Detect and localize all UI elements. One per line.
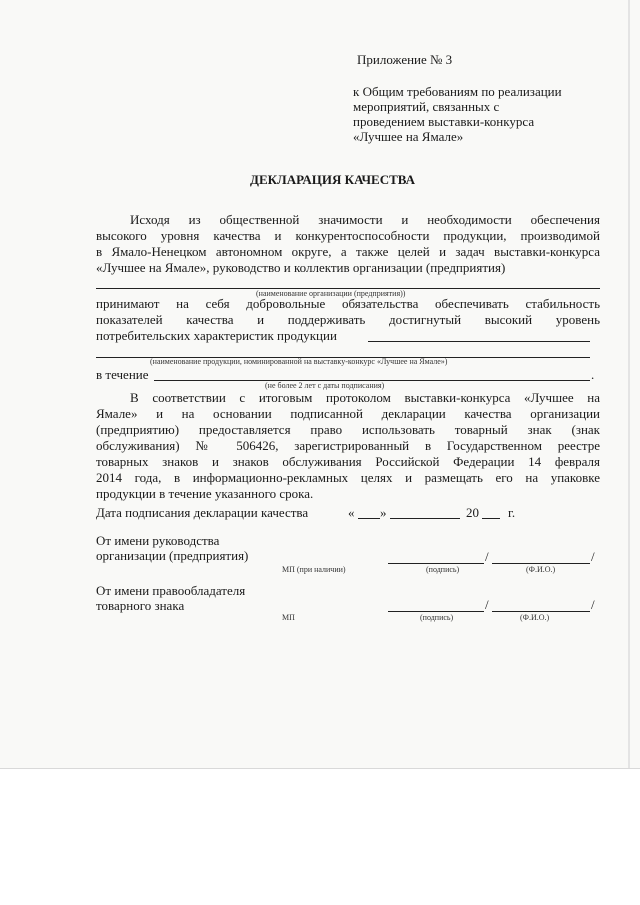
term-caption: (не более 2 лет с даты подписания) bbox=[265, 381, 385, 390]
sign2-line-2: товарного знака bbox=[96, 598, 185, 613]
para1-line-2: высокого уровня качества и конкурентоспособности продукции, производимой bbox=[96, 228, 600, 243]
term-label: в течение bbox=[96, 367, 149, 382]
date-year-suffix: г. bbox=[508, 505, 516, 520]
para3-line-2: Ямале» и на основании подписанной декларации качества организации bbox=[96, 406, 600, 421]
sign1-line-2: организации (предприятия) bbox=[96, 548, 249, 563]
para1-line-3: в Ямало-Ненецком автономном округе, а также целей и задач выставки-конкурса bbox=[96, 244, 600, 259]
para3-line-6: 2014 года, в информационно-рекламных целях и размещать его на упаковке bbox=[96, 470, 600, 485]
para3-line-5: товарных знаков и знаков обслуживания Российской Федерации 14 февраля bbox=[96, 454, 600, 469]
sign1-name-line[interactable] bbox=[492, 563, 590, 564]
para2-line-1: принимают на себя добровольные обязательства обеспечивать стабильность bbox=[96, 296, 600, 311]
date-year-line[interactable] bbox=[482, 518, 500, 519]
date-close-quote: » bbox=[380, 505, 387, 520]
para3-line-4: обслуживания) № 506426, зарегистрированный в Государственном реестре bbox=[96, 438, 600, 453]
date-month-line[interactable] bbox=[390, 518, 460, 519]
term-end: . bbox=[591, 367, 595, 382]
appendix-ref-line-1: к Общим требованиям по реализации bbox=[353, 84, 562, 99]
para3-line-1: В соответствии с итоговым протоколом выставки-конкурса «Лучшее на bbox=[130, 390, 600, 405]
para3-line-3: (предприятию) предоставляется право использовать товарный знак (знак bbox=[96, 422, 600, 437]
sign2-name-line[interactable] bbox=[492, 611, 590, 612]
para3-line-7: продукции в течение указанного срока. bbox=[96, 486, 314, 501]
para2-line-2: показателей качества и поддерживать достигнутый высокий уровень bbox=[96, 312, 600, 327]
appendix-ref-line-4: «Лучшее на Ямале» bbox=[353, 129, 464, 144]
sign2-name-caption: (Ф.И.О.) bbox=[520, 613, 550, 622]
sign1-line-1: От имени руководства bbox=[96, 533, 220, 548]
sign2-slash-1: / bbox=[485, 597, 489, 612]
sign1-signature-caption: (подпись) bbox=[426, 565, 460, 574]
sign2-mp-label: МП bbox=[282, 613, 295, 622]
sign1-slash-2: / bbox=[591, 549, 595, 564]
sign1-name-caption: (Ф.И.О.) bbox=[526, 565, 556, 574]
sign2-slash-2: / bbox=[591, 597, 595, 612]
date-century: 20 bbox=[466, 505, 479, 520]
sign2-signature-line[interactable] bbox=[388, 611, 484, 612]
para1-line-4: «Лучшее на Ямале», руководство и коллектив организации (предприятия) bbox=[96, 260, 506, 275]
product-caption: (наименование продукции, номинированной на выставку-конкурс «Лучшее на Ямале») bbox=[150, 357, 448, 366]
sign2-signature-caption: (подпись) bbox=[420, 613, 454, 622]
appendix-ref-line-3: проведением выставки-конкурса bbox=[353, 114, 535, 129]
para1-line-1: Исходя из общественной значимости и необходимости обеспечения bbox=[130, 212, 600, 227]
para2-line-3: потребительских характеристик продукции bbox=[96, 328, 337, 343]
signing-date-label: Дата подписания декларации качества bbox=[96, 505, 309, 520]
sign1-signature-line[interactable] bbox=[388, 563, 484, 564]
appendix-number: Приложение № 3 bbox=[357, 52, 453, 67]
product-name-line-1[interactable] bbox=[368, 341, 590, 342]
sign1-slash-1: / bbox=[485, 549, 489, 564]
page-edge-shadow bbox=[628, 0, 630, 768]
appendix-ref-line-2: мероприятий, связанных с bbox=[353, 99, 500, 114]
organization-caption: (наименование организации (предприятия)) bbox=[256, 289, 406, 298]
date-day-line[interactable] bbox=[358, 518, 380, 519]
date-open-quote: « bbox=[348, 505, 355, 520]
sign2-line-1: От имени правообладателя bbox=[96, 583, 246, 598]
sign1-mp-label: МП (при наличии) bbox=[282, 565, 346, 574]
document-title: ДЕКЛАРАЦИЯ КАЧЕСТВА bbox=[250, 172, 415, 187]
